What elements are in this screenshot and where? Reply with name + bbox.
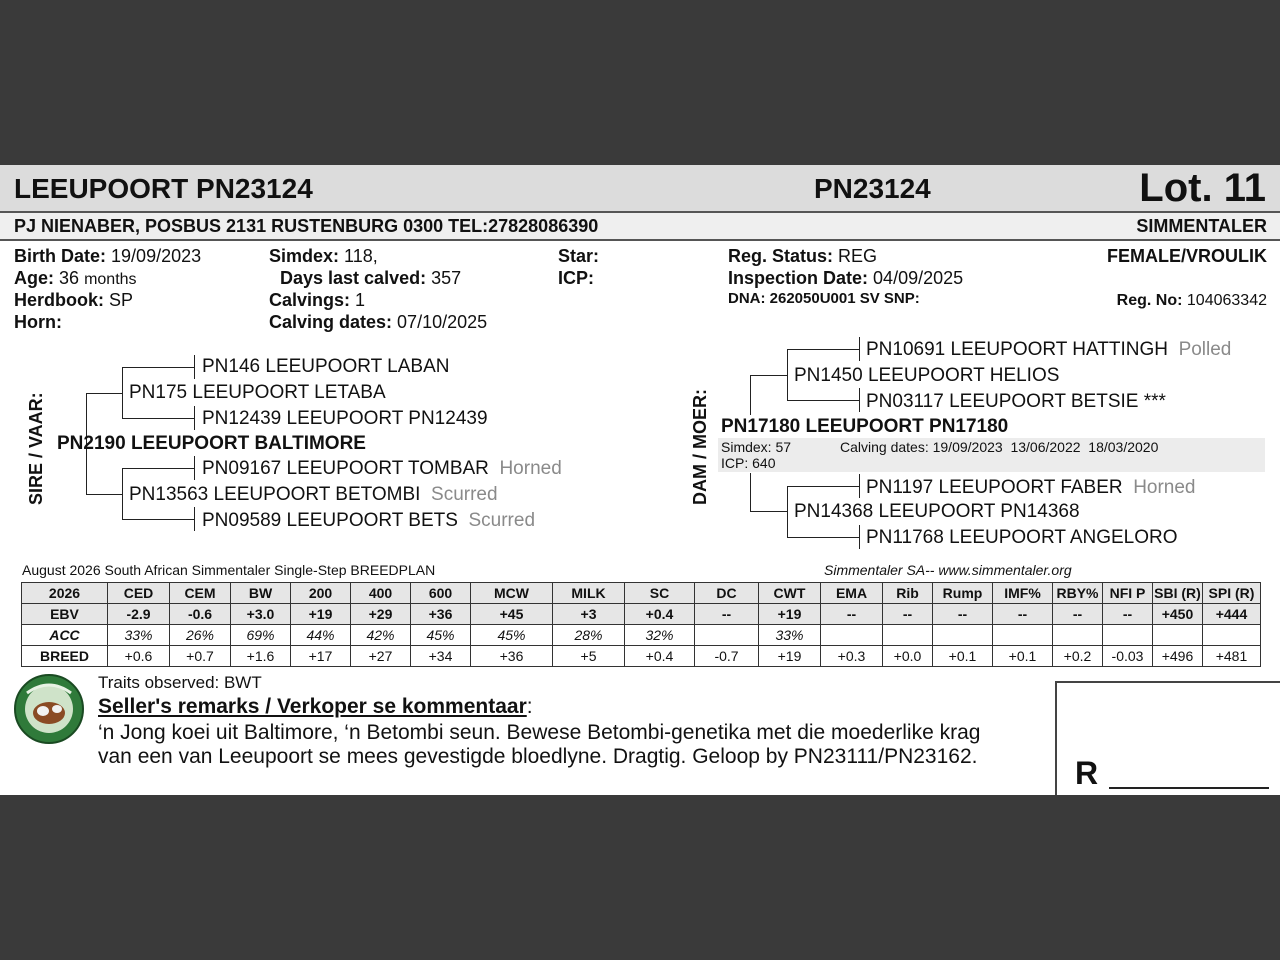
remarks-heading: Seller's remarks / Verkoper se kommentaar: <box>98 695 533 718</box>
icp: ICP: <box>558 268 594 288</box>
ebv-cell: 26% <box>170 625 231 646</box>
dam-sire-dam: PN03117 LEEUPOORT BETSIE *** <box>866 391 1166 412</box>
ebv-cell <box>1203 625 1261 646</box>
sex: FEMALE/VROULIK <box>1107 246 1267 266</box>
ebv-row-label: BREED <box>22 646 108 667</box>
ebv-cell: -- <box>993 604 1053 625</box>
days-last-calved: Days last calved: 357 <box>280 268 462 288</box>
ebv-cell: +0.4 <box>625 604 695 625</box>
ebv-cell: -- <box>695 604 759 625</box>
ebv-row-label: EBV <box>22 604 108 625</box>
ebv-cell: 33% <box>108 625 170 646</box>
dam-sire-sire: PN10691 LEEUPOORT HATTINGH Polled <box>866 339 1232 360</box>
ebv-cell: +0.0 <box>883 646 933 667</box>
remarks-line-1: ‘n Jong koei uit Baltimore, ‘n Betombi seun. Bewese Betombi-genetika met die moederlike krag <box>98 721 981 744</box>
ebv-cell: +19 <box>291 604 351 625</box>
ebv-cell: +27 <box>351 646 411 667</box>
dam-dam-dam: PN11768 LEEUPOORT ANGELORO <box>866 527 1178 548</box>
ebv-col-header: DC <box>695 583 759 604</box>
ebv-row-label: ACC <box>22 625 108 646</box>
ebv-cell: 28% <box>553 625 625 646</box>
price-label: R <box>1075 755 1099 791</box>
owner-line: PJ NIENABER, POSBUS 2131 RUSTENBURG 0300 TEL:27828086390 <box>14 216 599 236</box>
ebv-cell: 69% <box>231 625 291 646</box>
dam-calving-dates: Calving dates: 19/09/2023 13/06/2022 18/03/2020 <box>840 439 1159 455</box>
age: Age: 36 months <box>14 268 137 288</box>
ebv-cell: -- <box>1103 604 1153 625</box>
ebv-table <box>21 582 1261 667</box>
lot-card <box>0 165 1280 795</box>
ebv-cell: -- <box>933 604 993 625</box>
ebv-cell: +45 <box>471 604 553 625</box>
ebv-col-header: SC <box>625 583 695 604</box>
breedplan-title: August 2026 South African Simmentaler Single-Step BREEDPLAN <box>22 562 436 578</box>
ebv-cell: -0.7 <box>695 646 759 667</box>
birth-date: Birth Date: 19/09/2023 <box>14 246 202 266</box>
simdex: Simdex: 118, <box>269 246 378 266</box>
ebv-col-header: BW <box>231 583 291 604</box>
ebv-col-header: Rib <box>883 583 933 604</box>
ebv-cell: +0.1 <box>993 646 1053 667</box>
sire-sire-dam: PN12439 LEEUPOORT PN12439 <box>202 408 488 429</box>
ebv-cell <box>993 625 1053 646</box>
star: Star: <box>558 246 600 266</box>
ebv-cell <box>1153 625 1203 646</box>
ebv-cell <box>1103 625 1153 646</box>
ebv-cell: -0.03 <box>1103 646 1153 667</box>
ebv-col-header: EMA <box>821 583 883 604</box>
sire-name: PN2190 LEEUPOORT BALTIMORE <box>57 433 366 454</box>
ebv-cell: +444 <box>1203 604 1261 625</box>
ebv-cell: +450 <box>1153 604 1203 625</box>
ebv-col-header: Rump <box>933 583 993 604</box>
horn: Horn: <box>14 312 62 332</box>
ebv-cell: +0.2 <box>1053 646 1103 667</box>
ebv-cell: 33% <box>759 625 821 646</box>
ebv-cell: +0.7 <box>170 646 231 667</box>
ebv-col-header: CED <box>108 583 170 604</box>
remarks-line-2: van een van Leeupoort se mees gevestigde bloedlyne. Dragtig. Geloop by PN23111/PN23162. <box>98 745 978 768</box>
ebv-cell: +0.4 <box>625 646 695 667</box>
ebv-cell: +19 <box>759 604 821 625</box>
ebv-cell: -- <box>883 604 933 625</box>
ebv-cell: +5 <box>553 646 625 667</box>
ebv-cell: 44% <box>291 625 351 646</box>
ebv-col-header: MCW <box>471 583 553 604</box>
breed-row <box>22 646 1261 667</box>
dam-simdex: Simdex: 57 <box>721 439 792 455</box>
ebv-col-header: MILK <box>553 583 625 604</box>
dna: DNA: 262050U001 SV SNP: <box>728 290 920 307</box>
ebv-col-header: RBY% <box>1053 583 1103 604</box>
ebv-col-header: CEM <box>170 583 231 604</box>
sire-dam: PN13563 LEEUPOORT BETOMBI Scurred <box>129 484 498 505</box>
traits-observed: Traits observed: BWT <box>98 673 262 692</box>
sire-sire-sire: PN146 LEEUPOORT LABAN <box>202 356 450 377</box>
animal-id: PN23124 <box>814 173 931 204</box>
dam-sire: PN1450 LEEUPOORT HELIOS <box>794 365 1060 386</box>
ebv-cell: +1.6 <box>231 646 291 667</box>
ebv-cell <box>883 625 933 646</box>
ebv-col-header: 600 <box>411 583 471 604</box>
animal-title: LEEUPOORT PN23124 <box>14 173 313 204</box>
sire-dam-dam: PN09589 LEEUPOORT BETS Scurred <box>202 510 536 531</box>
ebv-cell: +481 <box>1203 646 1261 667</box>
ebv-cell: +29 <box>351 604 411 625</box>
ebv-col-header: IMF% <box>993 583 1053 604</box>
sire-sire: PN175 LEEUPOORT LETABA <box>129 382 386 403</box>
ebv-cell: 45% <box>471 625 553 646</box>
ebv-header-row <box>22 583 1261 604</box>
ebv-cell: +496 <box>1153 646 1203 667</box>
ebv-col-header: CWT <box>759 583 821 604</box>
ebv-cell: +3 <box>553 604 625 625</box>
reg-status: Reg. Status: REG <box>728 246 878 266</box>
ebv-cell: +0.3 <box>821 646 883 667</box>
ebv-cell: +0.6 <box>108 646 170 667</box>
ebv-cell <box>821 625 883 646</box>
owner-bar <box>0 213 1280 241</box>
ebv-cell: +36 <box>411 604 471 625</box>
ebv-cell: -0.6 <box>170 604 231 625</box>
herdbook: Herdbook: SP <box>14 290 134 310</box>
sire-label: SIRE / VAAR: <box>26 392 46 505</box>
inspection-date: Inspection Date: 04/09/2025 <box>728 268 964 288</box>
price-line[interactable] <box>1109 787 1269 789</box>
ebv-cell: 45% <box>411 625 471 646</box>
ebv-cell <box>933 625 993 646</box>
ebv-cell: -2.9 <box>108 604 170 625</box>
header-bar <box>0 165 1280 213</box>
breed-name: SIMMENTALER <box>1136 216 1267 236</box>
ebv-col-header: 2026 <box>22 583 108 604</box>
price-box <box>1055 681 1280 795</box>
ebv-cell: +36 <box>471 646 553 667</box>
ebv-cell: 32% <box>625 625 695 646</box>
dam-dam-sire: PN1197 LEEUPOORT FABER Horned <box>866 477 1196 498</box>
breedplan-source: Simmentaler SA-- www.simmentaler.org <box>824 562 1072 578</box>
ebv-col-header: 400 <box>351 583 411 604</box>
sire-dam-sire: PN09167 LEEUPOORT TOMBAR Horned <box>202 458 562 479</box>
ebv-cell <box>695 625 759 646</box>
ebv-col-header: 200 <box>291 583 351 604</box>
ebv-cell: +0.1 <box>933 646 993 667</box>
acc-row <box>22 625 1261 646</box>
dam-label: DAM / MOER: <box>690 389 710 505</box>
ebv-col-header: SPI (R) <box>1203 583 1261 604</box>
ebv-cell <box>1053 625 1103 646</box>
ebv-cell: +3.0 <box>231 604 291 625</box>
ebv-cell: -- <box>1053 604 1103 625</box>
dam-dam: PN14368 LEEUPOORT PN14368 <box>794 501 1080 522</box>
ebv-cell: -- <box>821 604 883 625</box>
ebv-cell: +34 <box>411 646 471 667</box>
ebv-cell: 42% <box>351 625 411 646</box>
ebv-cell: +17 <box>291 646 351 667</box>
simmentaler-logo-icon <box>13 673 85 745</box>
dam-icp: ICP: 640 <box>721 455 776 471</box>
reg-no: Reg. No: 104063342 <box>1116 292 1267 309</box>
calving-dates: Calving dates: 07/10/2025 <box>269 312 488 332</box>
ebv-cell: +19 <box>759 646 821 667</box>
ebv-col-header: NFI P <box>1103 583 1153 604</box>
dam-name: PN17180 LEEUPOORT PN17180 <box>721 416 1009 437</box>
dam-info-box <box>718 438 1265 472</box>
ebv-row <box>22 604 1261 625</box>
calvings: Calvings: 1 <box>269 290 366 310</box>
ebv-col-header: SBI (R) <box>1153 583 1203 604</box>
lot-number: Lot. 11 <box>1139 166 1266 210</box>
